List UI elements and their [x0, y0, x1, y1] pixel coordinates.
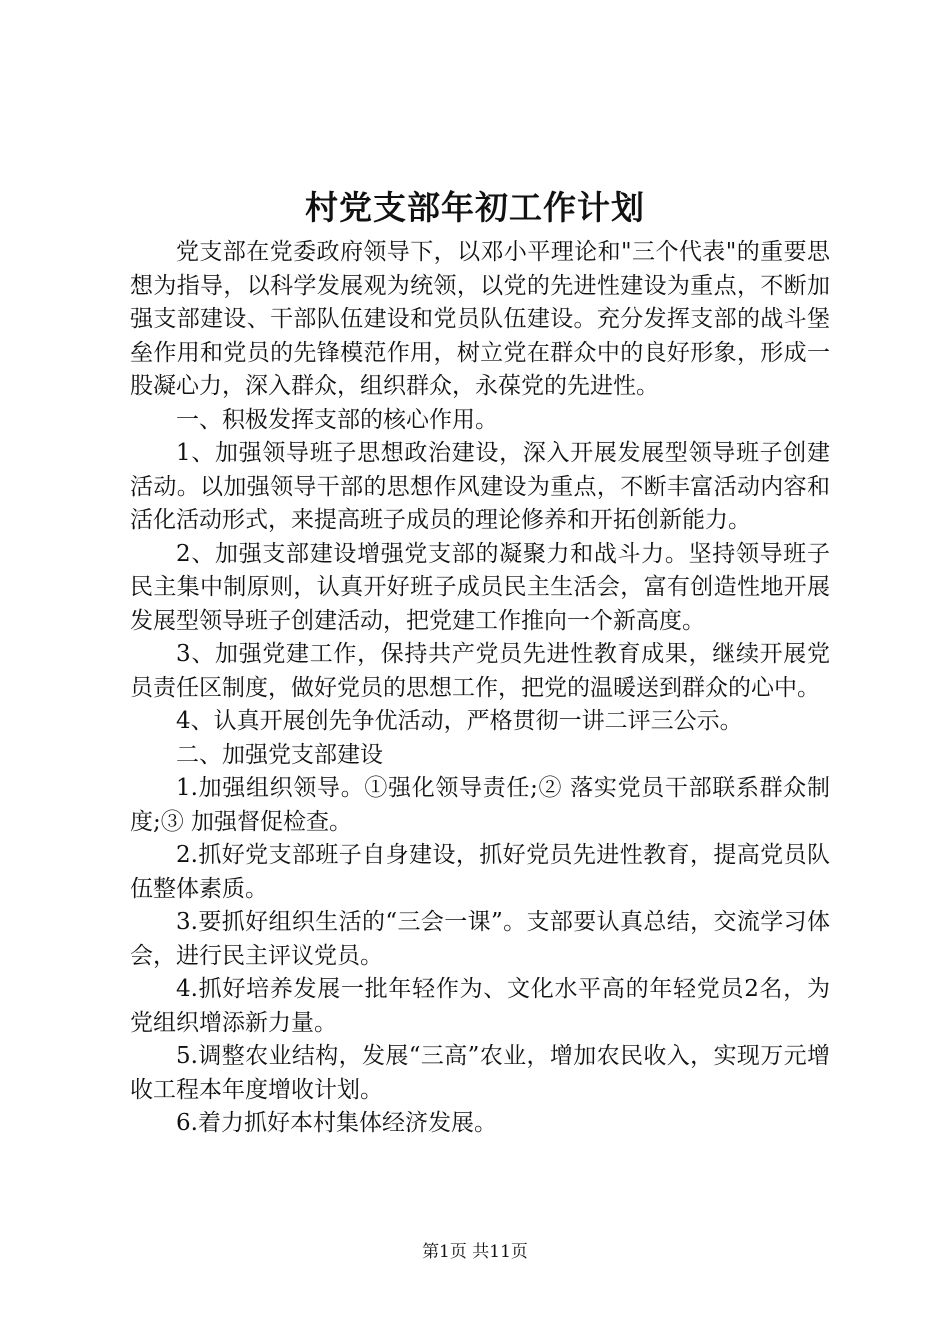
section-2-item-4: 4.抓好培养发展一批年轻作为、文化水平高的年轻党员2名，为党组织增添新力量。: [130, 976, 830, 1036]
section-1-item-2: 2、加强支部建设增强党支部的凝聚力和战斗力。坚持领导班子民主集中制原则，认真开好班子成员民主生活会，富有创造性地开展发展型领导班子创建活动，把党建工作推向一个新高度。: [130, 540, 830, 634]
section-heading-2: 二、加强党支部建设: [176, 741, 383, 768]
section-2-item-2: 2.抓好党支部班子自身建设，抓好党员先进性教育，提高党员队伍整体素质。: [130, 842, 830, 902]
section-2-item-3: 3.要抓好组织生活的“三会一课”。支部要认真总结，交流学习体会，进行民主评议党员。: [130, 909, 830, 969]
section-1-item-4: 4、认真开展创先争优活动，严格贯彻一讲二评三公示。: [176, 708, 743, 734]
page-number: 第1页 共11页: [422, 1242, 528, 1262]
document-body: [130, 236, 830, 1141]
section-1-item-3: 3、加强党建工作，保持共产党员先进性教育成果，继续开展党员责任区制度，做好党员的思想工作，把党的温暖送到群众的心中。: [130, 641, 830, 701]
section-heading-1: 一、积极发挥支部的核心作用。: [176, 406, 498, 433]
section-1-item-1: 1、加强领导班子思想政治建设，深入开展发展型领导班子创建活动。以加强领导干部的思想作风建设为重点，不断丰富活动内容和活化活动形式，来提高班子成员的理论修养和开拓创新能力。: [130, 440, 830, 533]
document-title: 村党支部年初工作计划: [305, 188, 645, 227]
section-2-item-1: 1.加强组织领导。①强化领导责任;② 落实党员干部联系群众制度;③ 加强督促检查。: [130, 775, 830, 835]
section-2-item-6: 6.着力抓好本村集体经济发展。: [176, 1110, 497, 1136]
section-2-item-5: 5.调整农业结构，发展“三高”农业，增加农民收入，实现万元增收工程本年度增收计划。: [130, 1043, 830, 1103]
intro-paragraph: 党支部在党委政府领导下，以邓小平理论和"三个代表"的重要思想为指导，以科学发展观为统领，以党的先进性建设为重点，不断加强支部建设、干部队伍建设和党员队伍建设。充分发挥支部的战斗堡垒作用和党员的先锋模范作用，树立党在群众中的良好形象，形成一股凝心力，深入群众，组织群众，永葆党的先进性。: [130, 239, 830, 399]
